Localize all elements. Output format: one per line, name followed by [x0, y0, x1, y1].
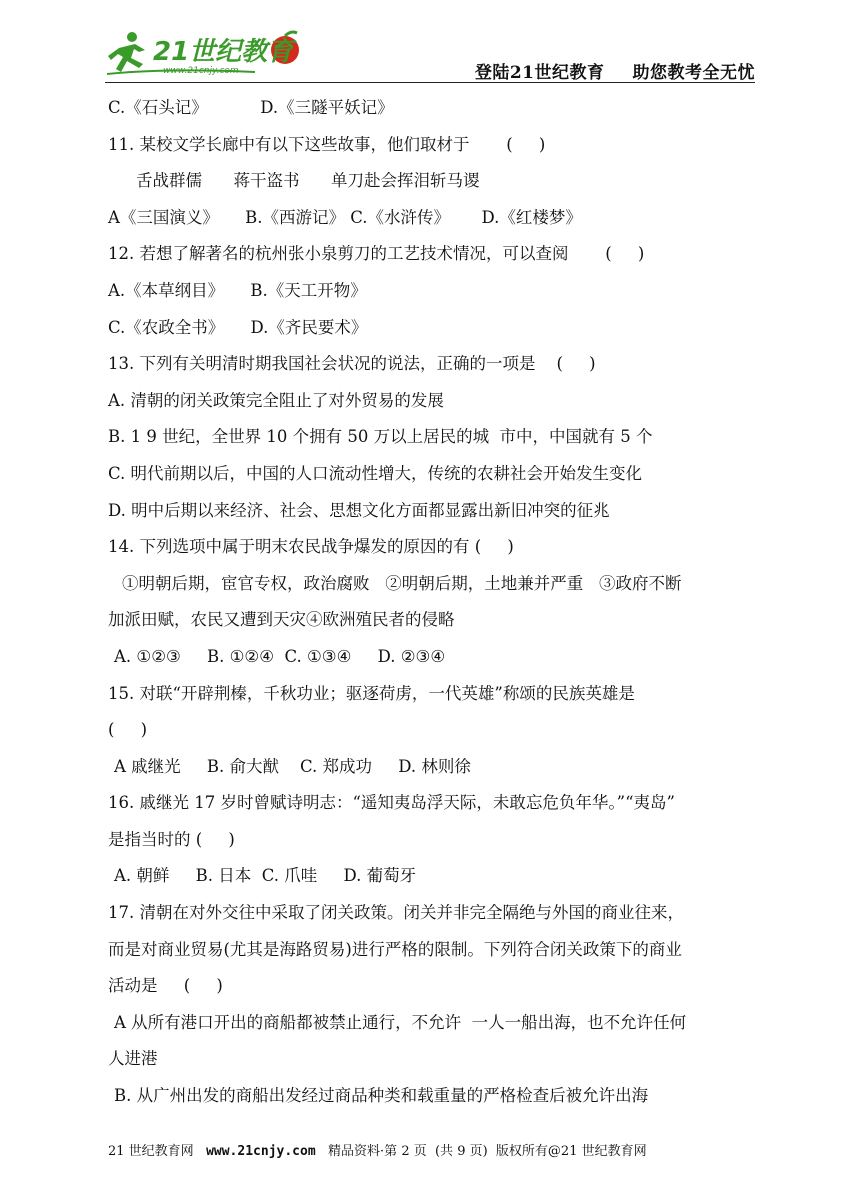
- text-line: 活动是 ( ): [108, 976, 223, 996]
- options-line: A 戚继光 B. 俞大猷 C. 郑成功 D. 林则徐: [114, 756, 471, 776]
- option-line: B. 从广州出发的商船出发经过商品种类和载重量的严格检查后被允许出海: [114, 1086, 649, 1106]
- text-line: 而是对商业贸易(尤其是海路贸易)进行严格的限制。下列符合闭关政策下的商业: [108, 939, 682, 959]
- text-line: ( ): [108, 720, 148, 740]
- header-slogan: [475, 58, 755, 83]
- logo: [105, 28, 315, 80]
- footer-site: www.21cnjy.com: [206, 1144, 316, 1159]
- page-footer: [108, 1140, 758, 1159]
- question-11: 11. 某校文学长廊中有以下这些故事，他们取材于 ( ): [108, 134, 546, 154]
- question-14: 14. 下列选项中属于明末农民战争爆发的原因的有 ( ): [108, 537, 514, 557]
- footer-right: 精品资料·第 2 页 (共 9 页) 版权所有@21 世纪教育网: [315, 1144, 647, 1159]
- slogan-left: 登陆21世纪教育: [474, 63, 605, 83]
- text-line: 人进港: [108, 1049, 158, 1069]
- text-line: 是指当时的 ( ): [108, 829, 235, 849]
- logo-text: 21世纪教育: [153, 37, 294, 67]
- options-line: A. ①②③ B. ①②④ C. ①③④ D. ②③④: [114, 646, 446, 666]
- slogan-right: 助您教考全无忧: [632, 63, 755, 83]
- text-line: ①明朝后期，宦官专权，政治腐败 ②明朝后期，土地兼并严重 ③政府不断: [122, 573, 682, 593]
- document-body: [108, 90, 758, 1115]
- footer-left: 21 世纪教育网: [108, 1144, 207, 1159]
- page-header: [105, 28, 755, 82]
- options-line: C.《农政全书》 D.《齐民要术》: [108, 317, 368, 337]
- question-16: 16. 戚继光 17 岁时曾赋诗明志：“遥知夷岛浮天际，未敢忘危负年华。”“夷岛”: [108, 793, 675, 813]
- logo-graphic: [105, 28, 315, 80]
- text-line: 舌战群儒 蒋干盗书 单刀赴会挥泪斩马谡: [136, 171, 480, 191]
- question-17: 17. 清朝在对外交往中采取了闭关政策。闭关并非完全隔绝与外国的商业往来，: [108, 903, 684, 923]
- text-line: C.《石头记》 D.《三隧平妖记》: [108, 98, 394, 117]
- options-line: A.《本草纲目》 B.《天工开物》: [108, 280, 367, 300]
- option-line: C. 明代前期以后，中国的人口流动性增大，传统的农耕社会开始发生变化: [108, 463, 643, 483]
- logo-url: www.21cnjy.com: [163, 66, 239, 76]
- question-15: 15. 对联“开辟荆榛，千秋功业；驱逐荷虏，一代英雄”称颂的民族英雄是: [108, 683, 635, 703]
- header-rule: [105, 82, 755, 83]
- question-13: 13. 下列有关明清时期我国社会状况的说法，正确的一项是 ( ): [108, 354, 596, 374]
- option-line: B. 1 9 世纪，全世界 10 个拥有 50 万以上居民的城 市中，中国就有 5 个: [108, 427, 653, 447]
- options-line: A《三国演义》 B.《西游记》 C.《水浒传》 D.《红楼梦》: [108, 207, 582, 227]
- option-line: D. 明中后期以来经济、社会、思想文化方面都显露出新旧冲突的征兆: [108, 500, 610, 520]
- option-line: A 从所有港口开出的商船都被禁止通行，不允许 一人一船出海，也不允许任何: [114, 1012, 687, 1032]
- question-12: 12. 若想了解著名的杭州张小泉剪刀的工艺技术情况，可以查阅 ( ): [108, 244, 645, 264]
- options-line: A. 朝鲜 B. 日本 C. 爪哇 D. 葡萄牙: [114, 866, 417, 886]
- text-line: 加派田赋，农民又遭到天灾④欧洲殖民者的侵略: [108, 610, 455, 630]
- option-line: A. 清朝的闭关政策完全阻止了对外贸易的发展: [108, 390, 444, 410]
